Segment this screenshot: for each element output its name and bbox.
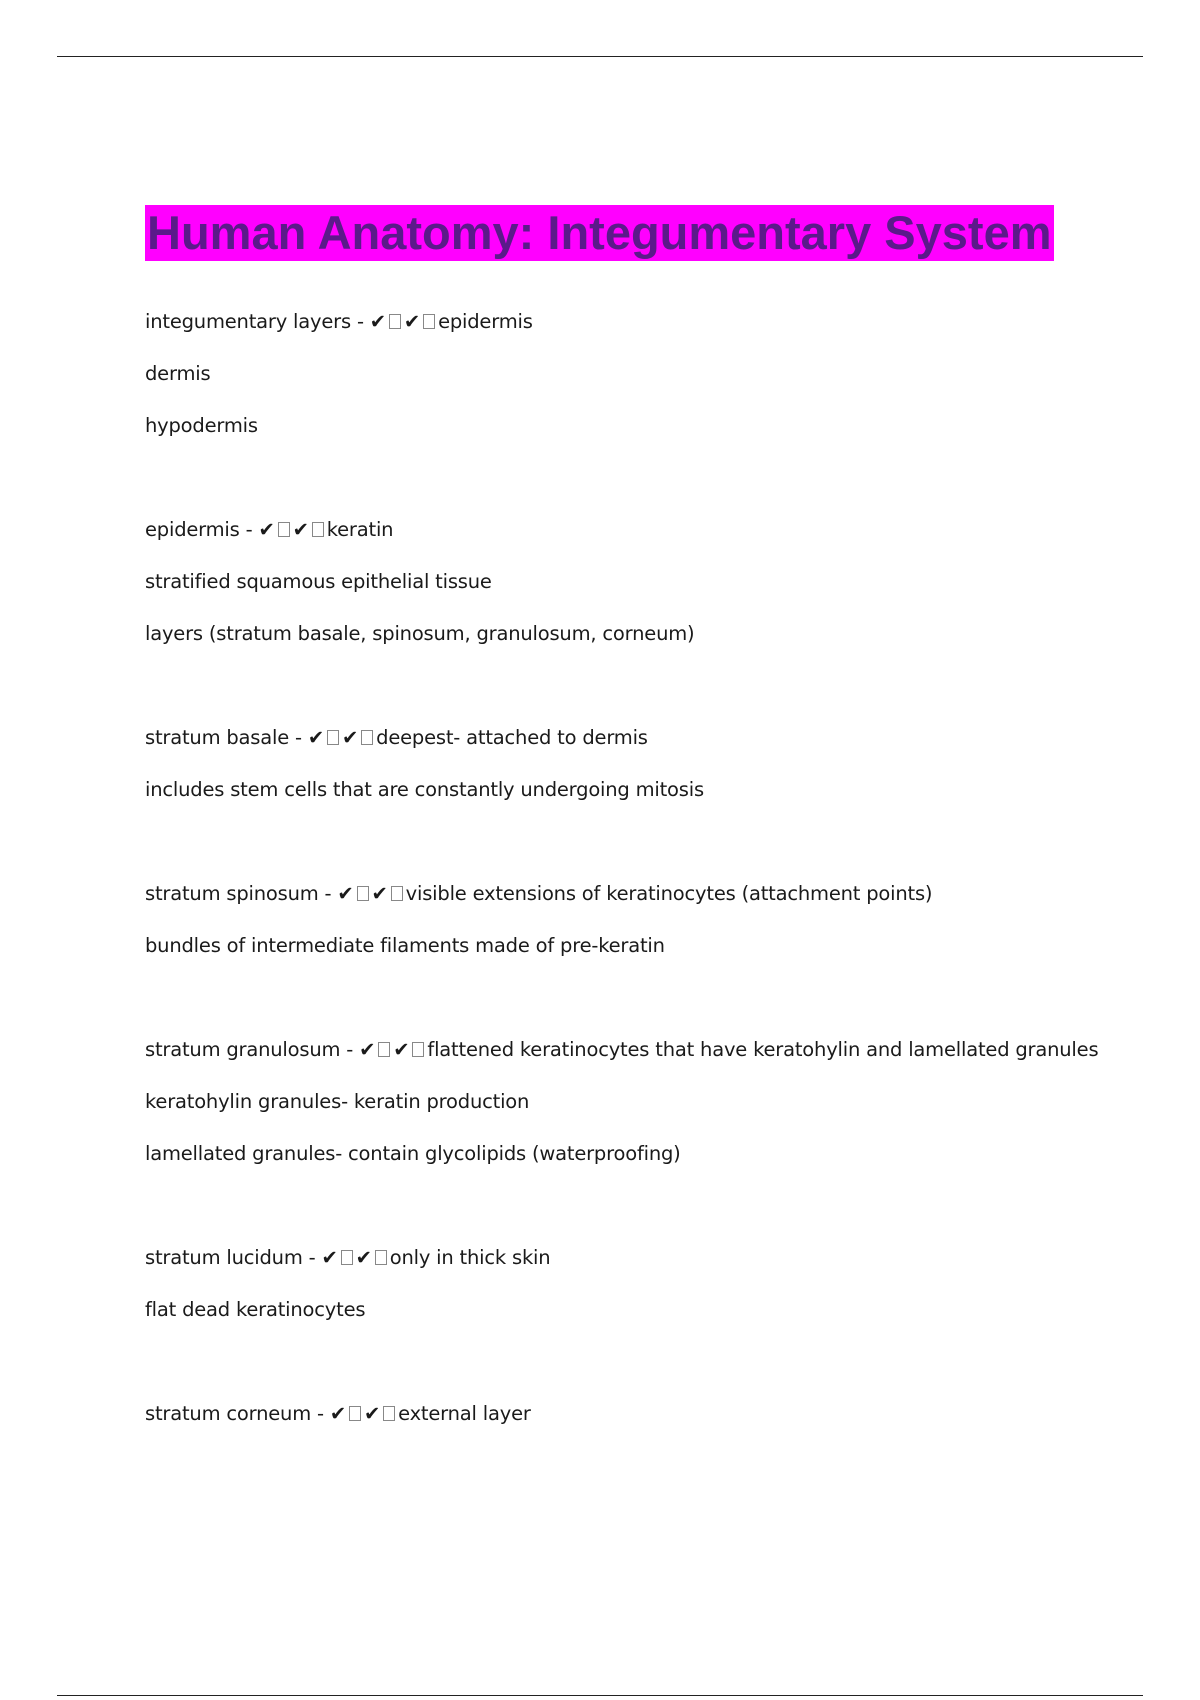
flashcard-entry: [145, 723, 1105, 827]
checkmark-icon: ✔: [371, 882, 388, 905]
checkmark-icon: ✔: [363, 1402, 381, 1425]
definition-line: [145, 1295, 1105, 1347]
term-label: stratum spinosum -: [145, 882, 338, 905]
document-body: [145, 205, 1105, 1503]
flashcard-entry: [145, 879, 1105, 983]
missing-glyph-box-icon: [361, 730, 373, 745]
term-label: stratum granulosum -: [145, 1038, 360, 1061]
term-line: [145, 515, 1105, 567]
term-label: stratum lucidum -: [145, 1246, 322, 1269]
definition-line: [145, 567, 1105, 619]
first-definition-text: external layer: [398, 1402, 531, 1425]
checkmark-icon: ✔: [403, 310, 421, 333]
missing-glyph-box-icon: [312, 522, 324, 537]
missing-glyph-box-icon: [341, 1250, 353, 1265]
missing-glyph-box-icon: [378, 1042, 390, 1057]
term-line: [145, 1035, 1105, 1087]
checkmark-icon: ✔: [321, 1246, 338, 1269]
checkmark-icon: ✔: [292, 518, 309, 541]
first-definition-text: epidermis: [438, 310, 533, 333]
term-label: integumentary layers -: [145, 310, 370, 333]
flashcard-entry: [145, 1399, 1105, 1451]
term-line: [145, 307, 1105, 359]
first-definition-text: keratin: [326, 518, 394, 541]
missing-glyph-box-icon: [278, 522, 290, 537]
first-definition-text: only in thick skin: [389, 1246, 551, 1269]
checkmark-icon: ✔: [355, 1246, 372, 1269]
missing-glyph-box-icon: [357, 886, 369, 901]
missing-glyph-box-icon: [383, 1406, 395, 1421]
document-title: Human Anatomy: Integumentary System: [147, 206, 1052, 259]
flashcard-list: [145, 307, 1105, 1451]
term-line: [145, 879, 1105, 931]
first-definition-text: deepest- attached to dermis: [376, 726, 648, 749]
checkmark-icon: ✔: [359, 1038, 376, 1061]
flashcard-entry: [145, 1243, 1105, 1347]
checkmark-icon: ✔: [307, 726, 324, 749]
missing-glyph-box-icon: [349, 1406, 361, 1421]
missing-glyph-box-icon: [391, 886, 403, 901]
term-label: stratum corneum -: [145, 1402, 330, 1425]
missing-glyph-box-icon: [375, 1250, 387, 1265]
checkmark-icon: ✔: [329, 1402, 346, 1425]
top-rule: [57, 56, 1143, 57]
definition-text: hypodermis: [145, 414, 258, 437]
definition-text: keratohylin granules- keratin production: [145, 1090, 530, 1113]
flashcard-entry: [145, 307, 1105, 463]
first-definition-text: flattened keratinocytes that have keratohylin and lamellated granules: [427, 1038, 1099, 1061]
term-label: epidermis -: [145, 518, 259, 541]
definition-line: [145, 1139, 1105, 1191]
definition-text: layers (stratum basale, spinosum, granulosum, corneum): [145, 622, 695, 645]
missing-glyph-box-icon: [327, 730, 339, 745]
missing-glyph-box-icon: [412, 1042, 424, 1057]
bottom-rule: [57, 1695, 1143, 1696]
missing-glyph-box-icon: [389, 314, 401, 329]
definition-line: [145, 359, 1105, 411]
definition-line: [145, 931, 1105, 983]
checkmark-icon: ✔: [258, 518, 275, 541]
checkmark-icon: ✔: [342, 726, 359, 749]
definition-text: flat dead keratinocytes: [145, 1298, 366, 1321]
term-line: [145, 1243, 1105, 1295]
definition-text: lamellated granules- contain glycolipids (waterproofing): [145, 1142, 681, 1165]
definition-text: bundles of intermediate filaments made of pre-keratin: [145, 934, 665, 957]
first-definition-text: visible extensions of keratinocytes (attachment points): [405, 882, 933, 905]
term-line: [145, 723, 1105, 775]
definition-text: dermis: [145, 362, 211, 385]
definition-text: stratified squamous epithelial tissue: [145, 570, 492, 593]
missing-glyph-box-icon: [423, 314, 435, 329]
definition-line: [145, 411, 1105, 463]
term-label: stratum basale -: [145, 726, 308, 749]
definition-line: [145, 619, 1105, 671]
definition-text: includes stem cells that are constantly undergoing mitosis: [145, 778, 704, 801]
definition-line: [145, 775, 1105, 827]
term-line: [145, 1399, 1105, 1451]
definition-line: [145, 1087, 1105, 1139]
flashcard-entry: [145, 515, 1105, 671]
flashcard-entry: [145, 1035, 1105, 1191]
checkmark-icon: ✔: [393, 1038, 410, 1061]
checkmark-icon: ✔: [369, 310, 386, 333]
checkmark-icon: ✔: [337, 882, 354, 905]
